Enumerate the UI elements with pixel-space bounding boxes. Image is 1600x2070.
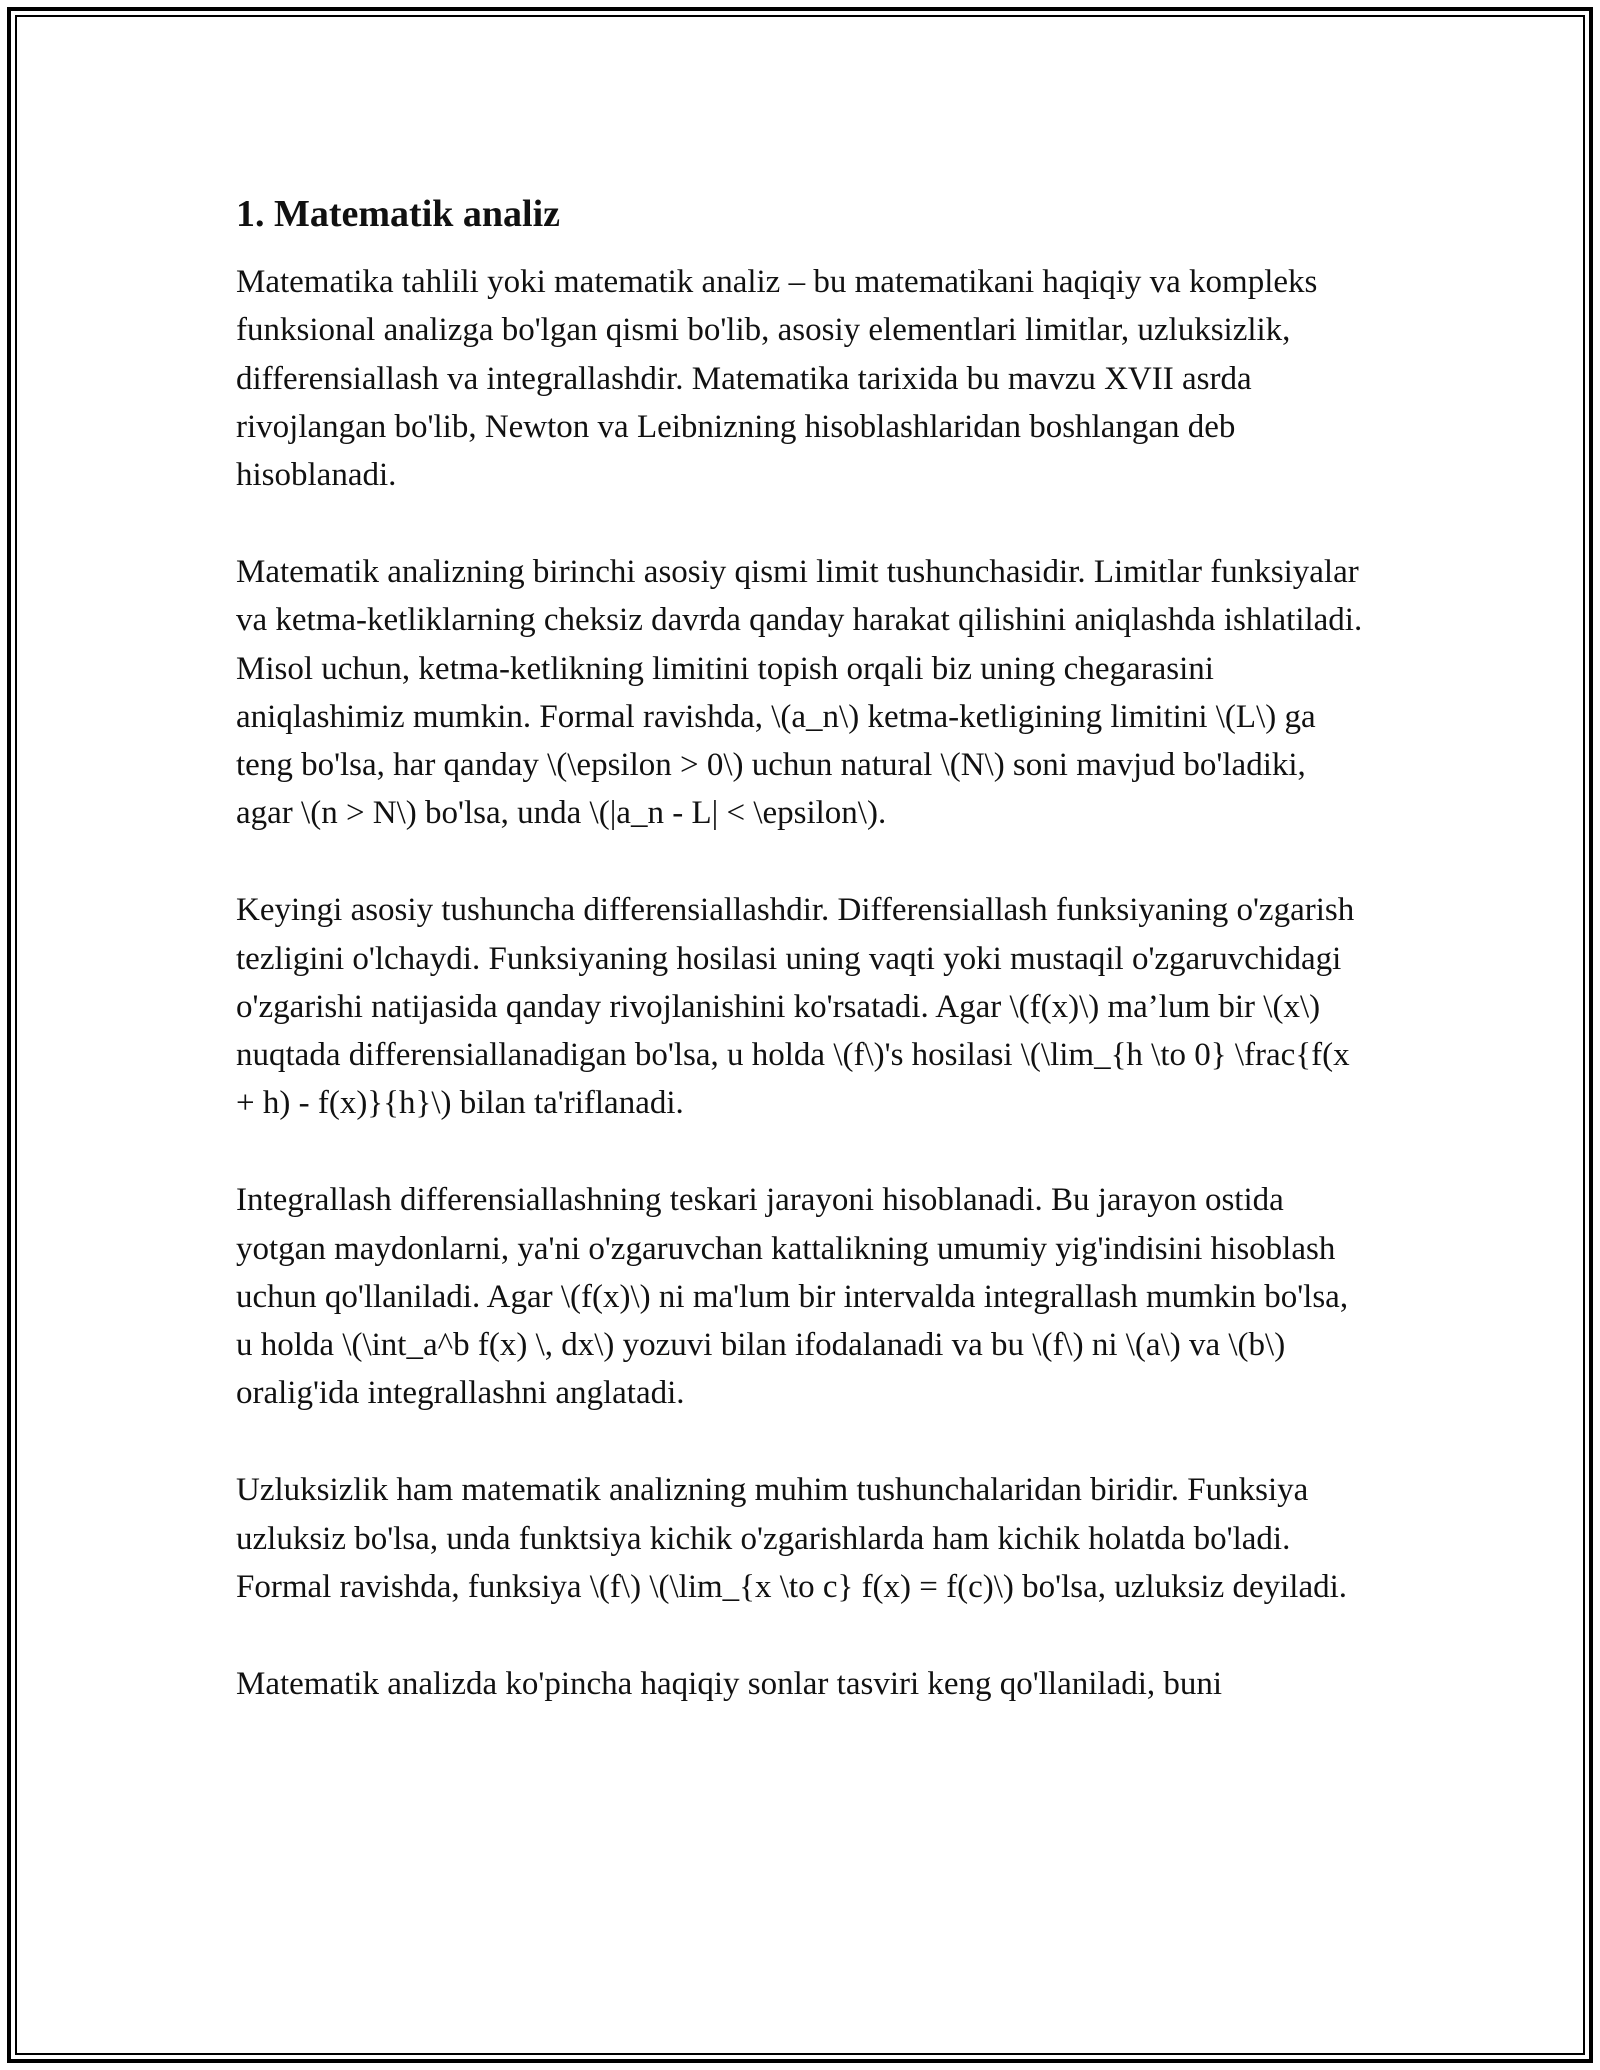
paragraph-continuity: Uzluksizlik ham matematik analizning muhim tushunchalaridan biridir. Funksiya uzluksiz bo'lsa, unda funktsiya kichik o'zgarishlarda ham kichik holatda bo'ladi. Formal ravishda, funksiya \(f\) \(\lim_{x \to c} f(x) = f(c)\) bo'lsa, uzluksiz deyiladi. xyxy=(236,1472,1348,1605)
paragraph-real-numbers: Matematik analizda ko'pincha haqiqiy sonlar tasviri keng qo'llaniladi, buni xyxy=(236,1665,1223,1702)
paragraph-integration: Integrallash differensiallashning teskari jarayoni hisoblanadi. Bu jarayon ostida yotgan maydonlarni, ya'ni o'zgaruvchan kattalikning umumiy yig'indisini hisoblash uchun qo'llaniladi. Agar \(f(x)\) ni ma'lum bir intervalda integrallash mumkin bo'lsa, u holda \(\int_a^b f(x) \, dx\) yozuvi bilan ifodalanadi va bu \(f\) ni \(a\) va \(b\) oralig'ida integrallashni anglatadi. xyxy=(236,1182,1349,1412)
paragraph-differentiation: Keyingi asosiy tushuncha differensiallashdir. Differensiallash funksiyaning o'zgarish tezligini o'lchaydi. Funksiyaning hosilasi uning vaqti yoki mustaqil o'zgaruvchidagi o'zgarishi natijasida qanday rivojlanishini ko'rsatadi. Agar \(f(x)\) ma’lum bir \(x\) nuqtada differensiallanadigan bo'lsa, u holda \(f\)'s hosilasi \(\lim_{h \to 0} \frac{f(x + h) - f(x)}{h}\) bilan ta'riflanadi. xyxy=(236,892,1355,1122)
section-heading: 1. Matematik analiz xyxy=(236,193,561,235)
paragraph-intro: Matematika tahlili yoki matematik analiz – bu matematikani haqiqiy va kompleks funksional analizga bo'lgan qismi bo'lib, asosiy elementlari limitlar, uzluksizlik, differensiallash va integrallashdir. Matematika tarixida bu mavzu XVII asrda rivojlangan bo'lib, Newton va Leibnizning hisoblashlaridan boshlangan deb hisoblanadi. xyxy=(236,264,1318,494)
document-body xyxy=(236,188,1366,1756)
paragraph-limits: Matematik analizning birinchi asosiy qismi limit tushunchasidir. Limitlar funksiyalar va ketma-ketliklarning cheksiz davrda qanday harakat qilishini aniqlashda ishlatiladi. Misol uchun, ketma-ketlikning limitini topish orqali biz uning chegarasini aniqlashimiz mumkin. Formal ravishda, \(a_n\) ketma-ketligining limitini \(L\) ga teng bo'lsa, har qanday \(\epsilon > 0\) uchun natural \(N\) soni mavjud bo'ladiki, agar \(n > N\) bo'lsa, unda \(|a_n - L| < \epsilon\). xyxy=(236,553,1363,832)
